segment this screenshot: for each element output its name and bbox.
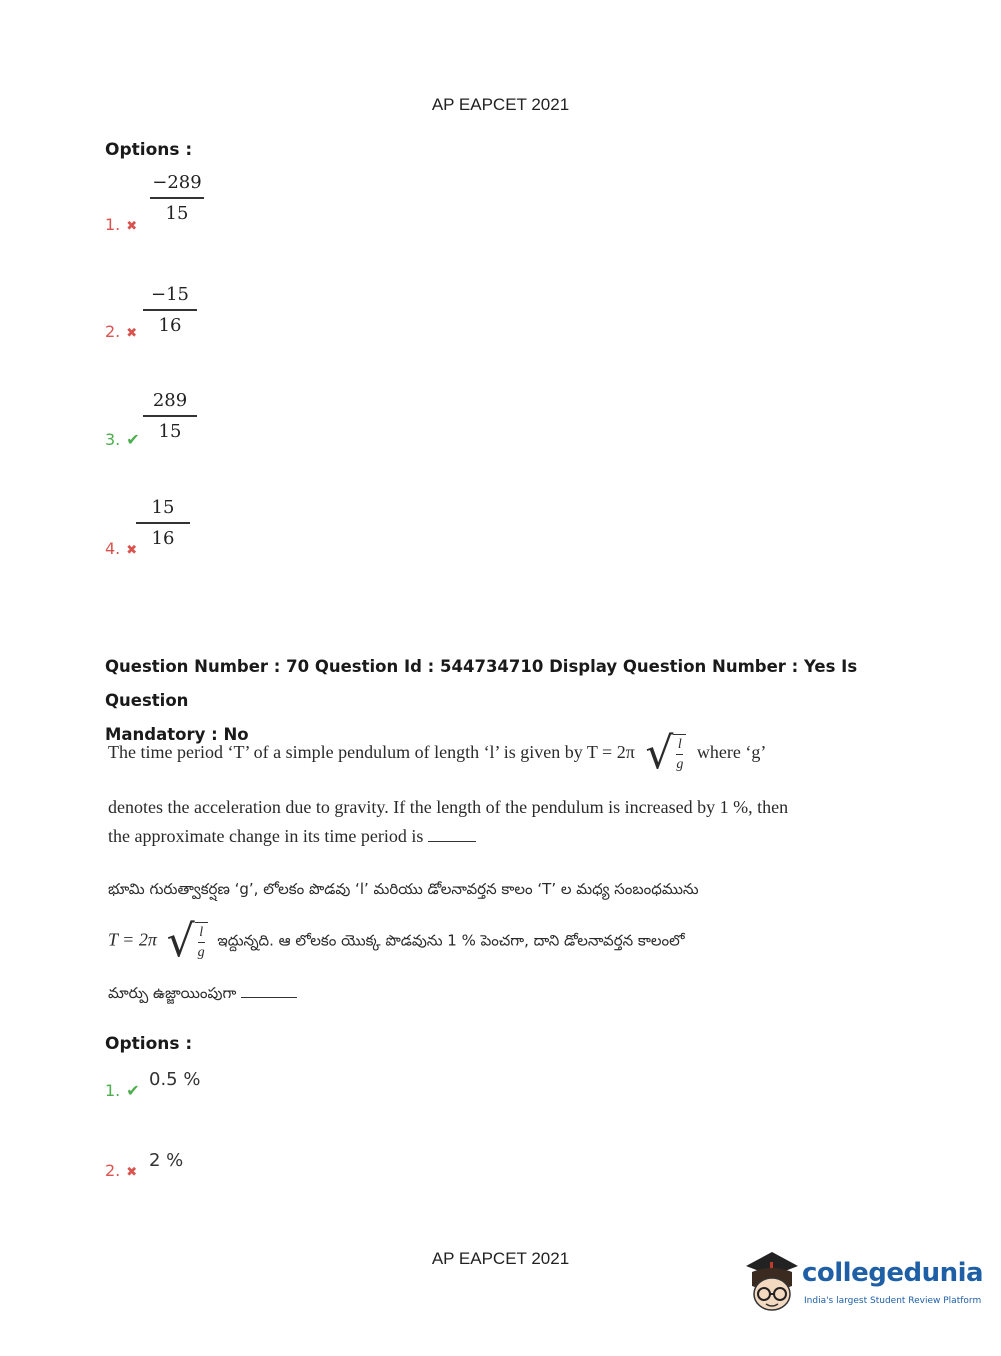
- denominator: 15: [158, 421, 182, 442]
- options-label-2: Options :: [105, 1034, 193, 1054]
- option-number-3: 3. ✔: [105, 430, 140, 449]
- answer-number-1: 1. ✔: [105, 1081, 140, 1100]
- sqrt-formula: √ $\frac{l}{g}$: [645, 732, 686, 776]
- answer-option-1: 0.5 %: [149, 1069, 201, 1090]
- answer-blank: [428, 841, 476, 842]
- mascot-icon: [742, 1250, 802, 1316]
- logo-tagline: India's largest Student Review Platform: [804, 1296, 982, 1306]
- check-icon: ✔: [126, 430, 140, 449]
- page-footer: AP EAPCET 2021: [431, 1249, 570, 1268]
- option-number-4: 4. ✖: [105, 539, 138, 558]
- collegedunia-logo: [742, 1250, 984, 1320]
- denominator: 15: [165, 203, 189, 224]
- question-text-te-3: మార్పు ఉజ్జాయింపుగా: [108, 984, 297, 1006]
- option-fraction-3: [143, 390, 197, 442]
- sqrt-formula-te: √ $\frac{l}{g}$: [167, 920, 208, 964]
- denominator: 16: [151, 528, 175, 549]
- check-icon: ✔: [126, 1081, 140, 1100]
- numerator: −15: [143, 284, 197, 311]
- numerator: 15: [136, 497, 190, 524]
- cross-icon: ✖: [126, 219, 138, 234]
- answer-number-2: 2. ✖: [105, 1161, 138, 1180]
- question-text-en-3: the approximate change in its time period is: [108, 826, 476, 847]
- option-fraction-2: [143, 284, 197, 336]
- numerator: −289: [150, 172, 204, 199]
- option-number-2: 2. ✖: [105, 322, 138, 341]
- question-text-en-2: denotes the acceleration due to gravity. If the length of the pendulum is increased by 1 %, then: [108, 797, 789, 817]
- question-meta-line2: Mandatory : No: [105, 725, 249, 744]
- options-label: Options :: [105, 140, 193, 160]
- answer-blank-te: [241, 997, 297, 998]
- option-fraction-1: [150, 172, 204, 224]
- page-header: AP EAPCET 2021: [431, 95, 570, 114]
- cross-icon: ✖: [126, 543, 138, 558]
- question-text-te-1: భూమి గురుత్వాకర్షణ ‘g’, లోలకం పొడవు ‘l’ మరియు డోలనావర్తన కాలం ‘T’ ల మధ్య సంబంధమును: [108, 880, 699, 898]
- option-number-1: 1. ✖: [105, 215, 138, 234]
- logo-brand: collegedunia: [802, 1258, 984, 1288]
- answer-option-2: 2 %: [149, 1150, 184, 1171]
- cross-icon: ✖: [126, 1165, 138, 1180]
- option-fraction-4: [136, 497, 190, 549]
- question-text-en-1: The time period ‘T’ of a simple pendulum of length ‘l’ is given by T = 2π √ $\frac{l}{g}$ where ‘g’: [108, 728, 767, 779]
- question-text-te-2: T = 2π √ $\frac{l}{g}$ ఇద్దున్నది. ఆ లోలకం యొక్క పొడవును 1 % పెంచగా, దాని డోలనావర్తన కాలంలో: [108, 916, 685, 967]
- denominator: 16: [158, 315, 182, 336]
- numerator: 289: [143, 390, 197, 417]
- question-meta-line1: Question Number : 70 Question Id : 544734710 Display Question Number : Yes Is Question: [105, 657, 858, 710]
- cross-icon: ✖: [126, 326, 138, 341]
